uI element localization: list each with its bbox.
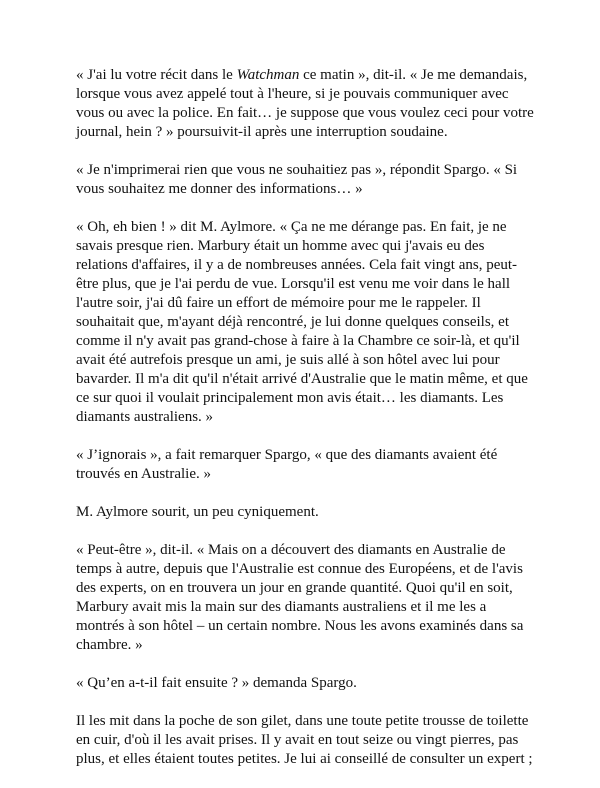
paragraph-4: « J’ignorais », a fait remarquer Spargo, « que des diamants avaient été trouvés en Australie. » — [76, 447, 498, 482]
newspaper-title: Watchman — [236, 67, 300, 83]
paragraph-5: M. Aylmore sourit, un peu cyniquement. — [76, 504, 319, 520]
paragraph-1-before: « J'ai lu votre récit dans le — [76, 67, 237, 83]
paragraph-8: Il les mit dans la poche de son gilet, dans une toute petite trousse de toilette en cuir, d'où il les avait prises. Il y avait en tout seize ou vingt pierres, pas plus, et elles étaient toutes petites. Je lui ai conseillé de consulter un expert ; — [76, 713, 533, 767]
paragraph-6: « Peut-être », dit-il. « Mais on a découvert des diamants en Australie de temps à autre, depuis que l'Australie est connue des Européens, et de l'avis des experts, on en trouvera un jour en grande quantité. Quoi qu'il en soit, Marbury avait mis la main sur des diamants australiens et il me les a montrés à son hôtel – un certain nombre. Nous les avons examinés dans sa chambre. » — [76, 542, 524, 653]
paragraph-3: « Oh, eh bien ! » dit M. Aylmore. « Ça ne me dérange pas. En fait, je ne savais presque rien. Marbury était un homme avec qui j'avais eu des relations d'affaires, il y a de nombreuses années. Cela fait vingt ans, peut-être plus, que je l'ai perdu de vue. Lorsqu'il est venu me voir dans le hall l'autre soir, j'ai dû faire un effort de mémoire pour me le rappeler. Il souhaitait que, m'ayant déjà rencontré, je lui donne quelques conseils, et comme il n'y avait pas grand-chose à faire à la Chambre ce soir-là, et qu'il avait été autrefois presque un ami, je suis allé à son hôtel avec lui pour bavarder. Il m'a dit qu'il n'était arrivé d'Australie que le matin même, et que ce sur quoi il voulait principalement mon avis était… les diamants. Les diamants australiens. » — [76, 219, 528, 425]
paragraph-1-after: ce matin », dit-il. « Je me demandais, lorsque vous avez appelé tout à l'heure, si je pouvais communiquer avec vous ou avec la police. En fait… je suppose que vous voulez ceci pour votre journal, hein ? » poursuivit-il après une interruption soudaine. — [76, 67, 534, 140]
paragraph-1 — [76, 66, 536, 142]
document-page — [76, 66, 536, 788]
paragraph-2: « Je n'imprimerai rien que vous ne souhaitiez pas », répondit Spargo. « Si vous souhaitez me donner des informations… » — [76, 162, 518, 197]
paragraph-7: « Qu’en a-t-il fait ensuite ? » demanda Spargo. — [76, 675, 357, 691]
